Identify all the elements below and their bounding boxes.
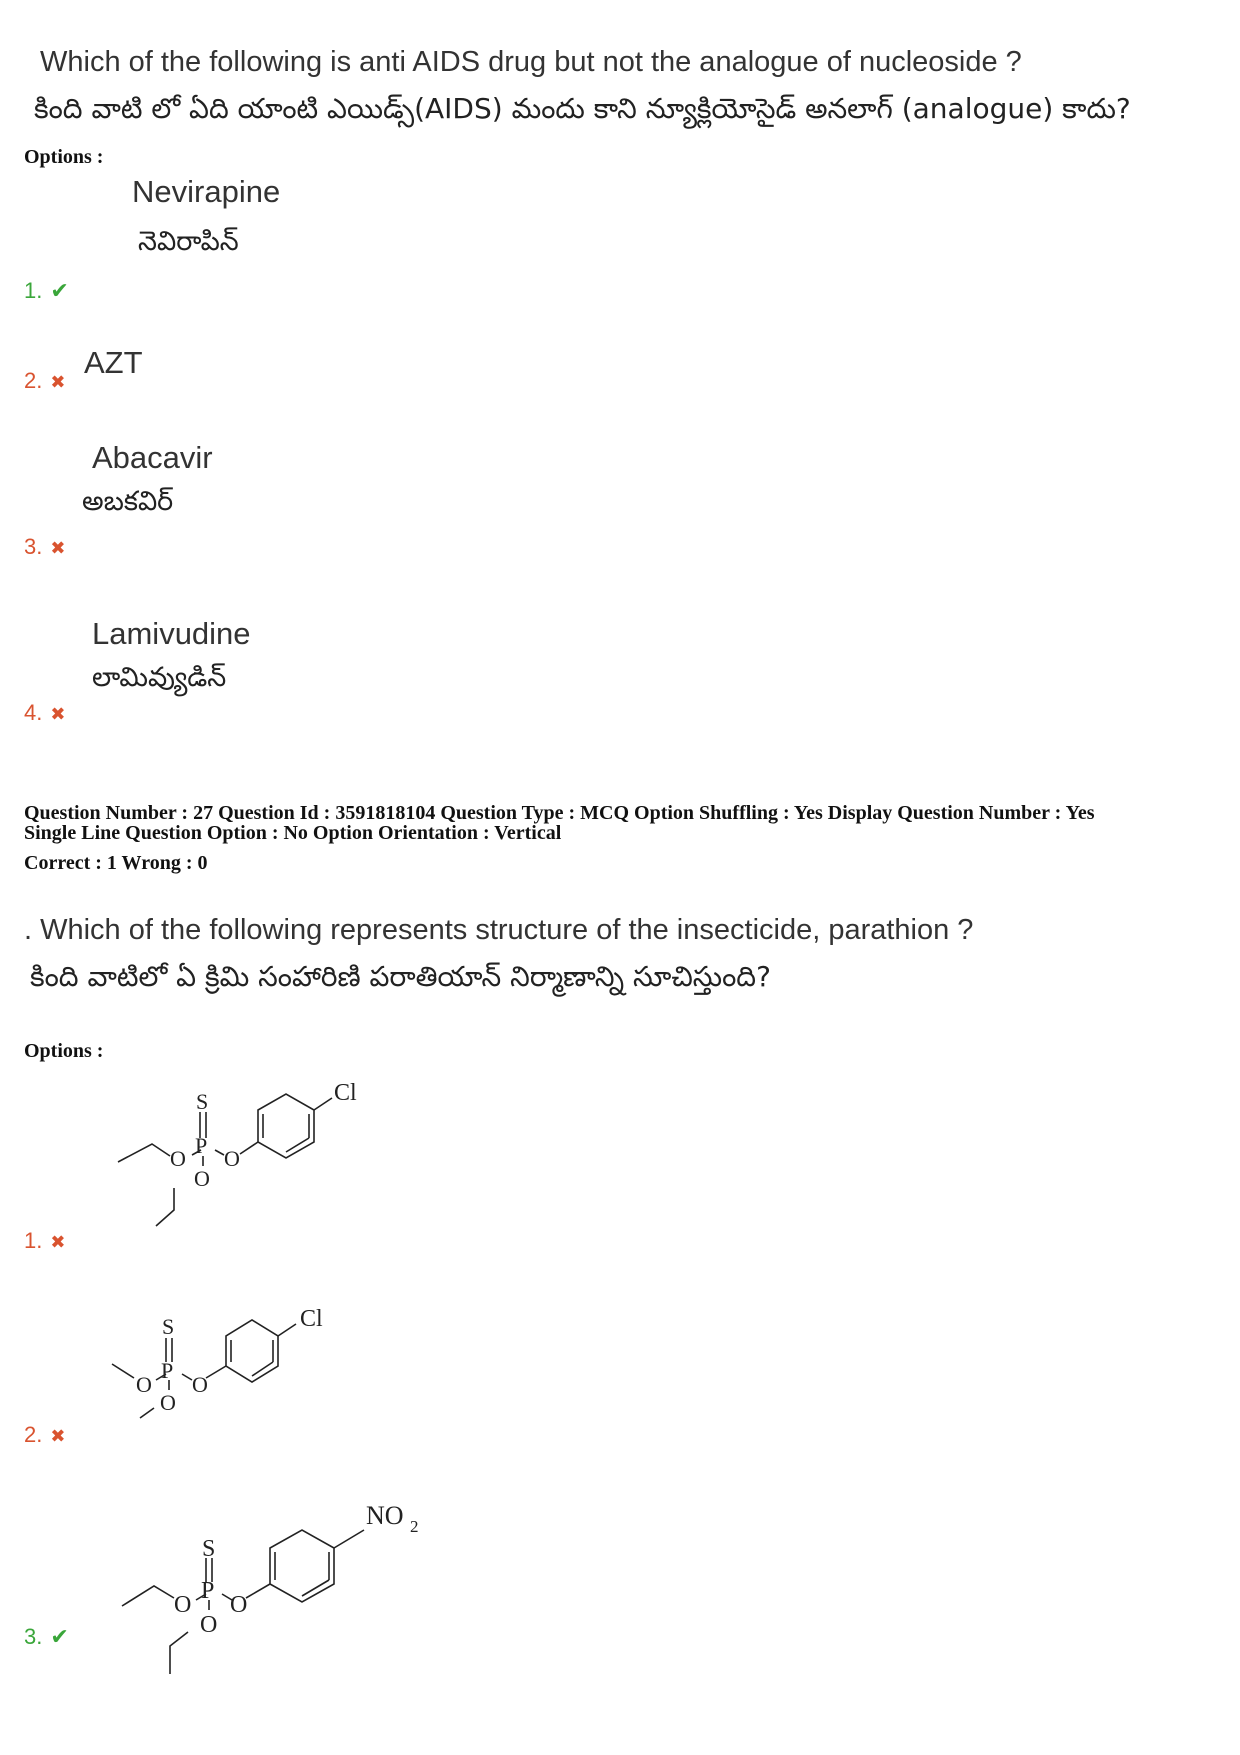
option-number: 4. bbox=[24, 700, 43, 725]
oxygen-atom: O bbox=[170, 1146, 186, 1171]
sulfur-atom: S bbox=[202, 1536, 216, 1562]
options-label: Options : bbox=[24, 1040, 104, 1062]
option-4-marker[interactable] bbox=[24, 700, 65, 726]
phosphorus-atom: P bbox=[161, 1358, 174, 1383]
option-3-text-te: అబకవిర్ bbox=[82, 486, 174, 517]
option-1-text-te: నెవిరాపిన్ bbox=[138, 226, 239, 257]
question-27-text-te: కింది వాటిలో ఏ క్రిమి సంహారిణి పరాతియాన్ నిర్మాణాన్ని సూచిస్తుంది? bbox=[30, 960, 771, 993]
option-3-marker[interactable] bbox=[24, 1624, 69, 1650]
oxygen-atom: O bbox=[174, 1592, 192, 1618]
cross-icon: ✖ bbox=[50, 1426, 66, 1447]
option-number: 2. bbox=[24, 368, 43, 393]
check-icon: ✔ bbox=[50, 1625, 69, 1650]
cross-icon: ✖ bbox=[50, 372, 66, 393]
question-26-text-te: కింది వాటి లో ఏది యాంటి ఎయిడ్స్(AIDS) మందు కాని న్యూక్లియోసైడ్ అనలాగ్ (analogue) కాదు? bbox=[34, 92, 1131, 125]
option-1-structure bbox=[100, 1080, 400, 1240]
option-number: 1. bbox=[24, 1228, 43, 1253]
substituent-label: NO bbox=[366, 1501, 404, 1530]
option-3-text-en: Abacavir bbox=[92, 440, 213, 475]
option-number: 3. bbox=[24, 1624, 43, 1649]
oxygen-atom: O bbox=[224, 1146, 240, 1171]
cross-icon: ✖ bbox=[50, 538, 66, 559]
phosphorus-atom: P bbox=[201, 1578, 215, 1604]
option-number: 1. bbox=[24, 278, 43, 303]
question-27-text-en: . Which of the following represents structure of the insecticide, parathion ? bbox=[24, 914, 974, 946]
question-27-meta-line-3: Correct : 1 Wrong : 0 bbox=[24, 852, 208, 874]
option-2-marker[interactable] bbox=[24, 1422, 65, 1448]
options-label: Options : bbox=[24, 146, 104, 168]
question-27-meta-line-2: Single Line Question Option : No Option Orientation : Vertical bbox=[24, 822, 562, 844]
substituent-subscript: 2 bbox=[410, 1517, 419, 1536]
oxygen-atom: O bbox=[192, 1372, 208, 1397]
option-2-marker[interactable] bbox=[24, 368, 65, 394]
sulfur-atom: S bbox=[162, 1314, 175, 1339]
option-number: 3. bbox=[24, 534, 43, 559]
option-number: 2. bbox=[24, 1422, 43, 1447]
option-3-marker[interactable] bbox=[24, 534, 65, 560]
check-icon: ✔ bbox=[50, 279, 69, 304]
option-3-structure bbox=[104, 1490, 444, 1680]
option-2-text-en: AZT bbox=[84, 345, 143, 380]
option-4-text-te: లామివ్యుడిన్ bbox=[92, 662, 227, 693]
oxygen-atom: O bbox=[136, 1372, 152, 1397]
oxygen-atom: O bbox=[200, 1612, 218, 1638]
oxygen-atom: O bbox=[160, 1390, 176, 1415]
substituent-label: Cl bbox=[300, 1306, 323, 1332]
sulfur-atom: S bbox=[196, 1089, 209, 1114]
option-4-text-en: Lamivudine bbox=[92, 616, 251, 651]
option-2-structure bbox=[100, 1296, 360, 1446]
option-1-marker[interactable] bbox=[24, 1228, 65, 1254]
substituent-label: Cl bbox=[334, 1080, 357, 1106]
oxygen-atom: O bbox=[194, 1166, 210, 1191]
option-1-marker[interactable] bbox=[24, 278, 69, 304]
question-26-text-en: Which of the following is anti AIDS drug but not the analogue of nucleoside ? bbox=[40, 46, 1022, 78]
question-27-meta-line-1: Question Number : 27 Question Id : 3591818104 Question Type : MCQ Option Shuffling : Yes Display Question Number : Yes bbox=[24, 802, 1095, 824]
oxygen-atom: O bbox=[230, 1592, 248, 1618]
cross-icon: ✖ bbox=[50, 704, 66, 725]
cross-icon: ✖ bbox=[50, 1232, 66, 1253]
option-1-text-en: Nevirapine bbox=[132, 174, 281, 209]
phosphorus-atom: P bbox=[195, 1133, 208, 1158]
